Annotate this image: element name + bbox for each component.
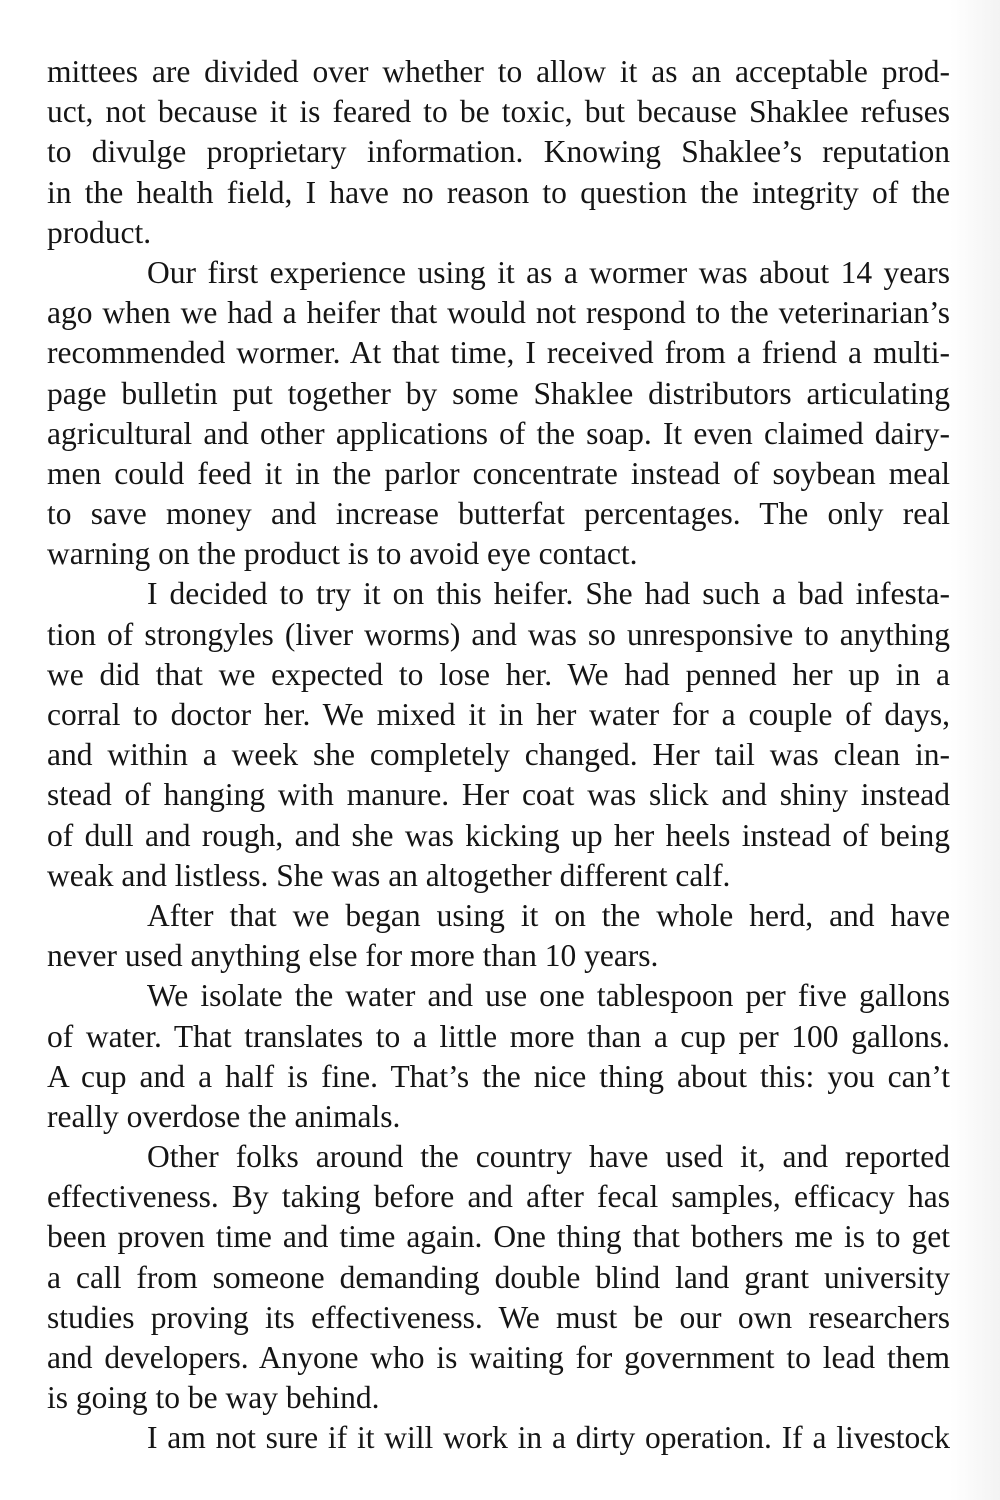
paragraph <box>47 574 950 896</box>
text-line: of dull and rough, and she was kicking up her heels instead of being <box>47 817 950 853</box>
text-line: and developers. Anyone who is waiting for government to lead them <box>47 1340 950 1375</box>
text-line: I am not sure if it will work in a dirty operation. If a livestock <box>147 1420 950 1456</box>
paragraph <box>47 52 950 253</box>
text-line: is going to be way behind. <box>47 1380 380 1416</box>
text-line: Our first experience using it as a wormer was about 14 years <box>147 254 950 290</box>
text-line: mittees are divided over whether to allow it as an acceptable prod- <box>47 54 950 89</box>
text-line: and within a week she completely changed. Her tail was clean in- <box>47 737 950 773</box>
text-line: we did that we expected to lose her. We had penned her up in a <box>47 656 950 692</box>
text-line: warning on the product is to avoid eye contact. <box>47 536 638 572</box>
text-line: really overdose the animals. <box>47 1098 401 1134</box>
text-line: Other folks around the country have used it, and reported <box>147 1139 950 1175</box>
paragraph <box>47 1418 950 1458</box>
text-line: of water. That translates to a little more than a cup per 100 gallons. <box>47 1018 950 1054</box>
text-line: a call from someone demanding double blind land grant university <box>47 1259 950 1295</box>
text-line: stead of hanging with manure. Her coat was slick and shiny instead <box>47 777 950 813</box>
text-line: effectiveness. By taking before and after fecal samples, efficacy has <box>47 1179 950 1215</box>
text-line: ago when we had a heifer that would not respond to the veterinarian’s <box>47 295 950 331</box>
text-line: to divulge proprietary information. Knowing Shaklee’s reputation <box>47 134 950 170</box>
text-line: We isolate the water and use one tablespoon per five gallons <box>147 978 950 1014</box>
text-line: tion of strongyles (liver worms) and was so unresponsive to anything <box>47 616 950 652</box>
text-line: in the health field, I have no reason to question the integrity of the <box>47 174 950 210</box>
text-line: men could feed it in the parlor concentrate instead of soybean meal <box>47 455 950 491</box>
paragraph <box>47 1137 950 1418</box>
text-line: A cup and a half is fine. That’s the nice thing about this: you can’t <box>47 1058 950 1094</box>
text-line: been proven time and time again. One thing that bothers me is to get <box>47 1219 950 1255</box>
text-line: never used anything else for more than 10 years. <box>47 938 659 974</box>
text-line: page bulletin put together by some Shaklee distributors articulating <box>47 375 950 411</box>
text-line: product. <box>47 214 152 250</box>
text-line: weak and listless. She was an altogether different calf. <box>47 857 731 893</box>
paragraph <box>47 253 950 575</box>
text-line: corral to doctor her. We mixed it in her water for a couple of days, <box>47 697 950 732</box>
text-line: agricultural and other applications of the soap. It even claimed dairy- <box>47 415 950 451</box>
text-line: I decided to try it on this heifer. She had such a bad infesta- <box>147 576 950 612</box>
text-line: recommended wormer. At that time, I received from a friend a multi- <box>47 335 950 371</box>
text-line: to save money and increase butterfat percentages. The only real <box>47 496 950 532</box>
paragraph <box>47 896 950 976</box>
body-text <box>47 52 950 1459</box>
text-line: uct, not because it is feared to be toxic, but because Shaklee refuses <box>47 94 950 130</box>
text-line: After that we began using it on the whole herd, and have <box>147 897 950 933</box>
text-line: studies proving its effectiveness. We must be our own researchers <box>47 1299 950 1335</box>
paragraph <box>47 976 950 1137</box>
